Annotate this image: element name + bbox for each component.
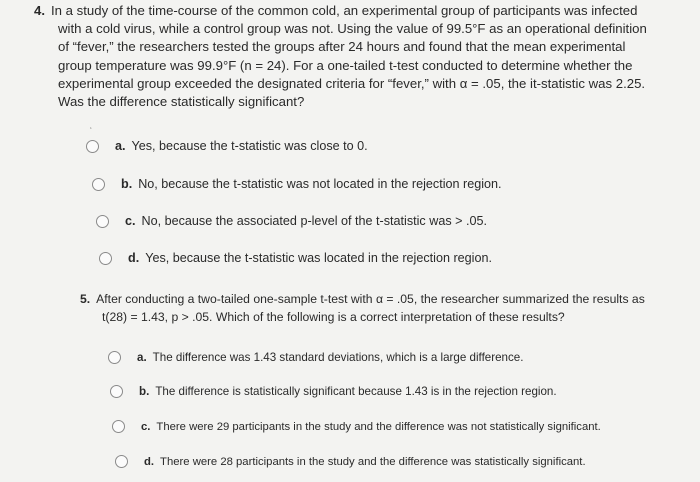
q4-option-b[interactable] (92, 177, 502, 191)
option-text: The difference was 1.43 standard deviations, which is a large difference. (152, 351, 524, 364)
option-text: Yes, because the t-statistic was close to 0. (131, 139, 368, 153)
question-4-stem (34, 2, 678, 111)
option-letter: a. (137, 351, 147, 364)
option-text: No, because the t-statistic was not located in the rejection region. (138, 177, 502, 191)
radio-button[interactable] (99, 252, 112, 265)
question-4-line: group temperature was 99.9°F (n = 24). For a one-tailed t-test conducted to determine whether the (58, 57, 633, 73)
radio-button[interactable] (96, 215, 109, 228)
option-text: There were 29 participants in the study and the difference was not statistically significant. (156, 420, 601, 433)
question-4-line: with a cold virus, while a control group was not. Using the value of 99.5°F as an operational definition (58, 21, 647, 37)
q5-option-c[interactable] (112, 420, 601, 433)
question-4 (34, 2, 678, 111)
option-letter: c. (125, 214, 136, 228)
radio-button[interactable] (110, 385, 123, 398)
radio-button[interactable] (86, 140, 99, 153)
radio-button[interactable] (112, 420, 125, 433)
q5-option-d[interactable] (115, 455, 586, 468)
option-letter: d. (144, 455, 155, 468)
option-text: There were 28 participants in the study and the difference was statistically significant. (160, 455, 586, 468)
question-5-stem (80, 291, 680, 326)
option-text: The difference is statistically significant because 1.43 is in the rejection region. (155, 385, 557, 398)
question-4-number: 4. (34, 3, 45, 18)
radio-button[interactable] (92, 178, 105, 191)
question-4-line: 4. In a study of the time-course of the common cold, an experimental group of participants was infected (34, 3, 638, 18)
option-letter: b. (121, 177, 133, 191)
question-4-line: experimental group exceeded the designated criteria for “fever,” with α = .05, the it-statistic was 2.25. (58, 75, 646, 91)
option-letter: d. (128, 251, 140, 265)
option-letter: a. (115, 139, 126, 153)
radio-button[interactable] (115, 455, 128, 468)
question-5-line: 5. After conducting a two-tailed one-sample t-test with α = .05, the researcher summarized the results as (80, 292, 645, 306)
q5-option-b[interactable] (110, 385, 557, 398)
option-letter: b. (139, 385, 150, 398)
option-letter: c. (141, 420, 151, 433)
q4-option-c[interactable] (96, 214, 487, 228)
question-5-number: 5. (80, 292, 91, 306)
question-4-line: Was the difference statistically significant? (58, 94, 305, 110)
option-text: No, because the associated p-level of the t-statistic was > .05. (141, 214, 487, 228)
stray-mark: ‘ (90, 126, 92, 135)
question-5 (80, 291, 680, 326)
q4-option-d[interactable] (99, 251, 492, 265)
q4-option-a[interactable] (86, 139, 368, 153)
question-4-line: of “fever,” the researchers tested the groups after 24 hours and found that the mean experimental (58, 39, 626, 55)
question-5-line: t(28) = 1.43, p > .05. Which of the following is a correct interpretation of these results? (102, 309, 565, 324)
radio-button[interactable] (108, 351, 121, 364)
option-text: Yes, because the t-statistic was located in the rejection region. (145, 251, 492, 265)
q5-option-a[interactable] (108, 351, 523, 364)
